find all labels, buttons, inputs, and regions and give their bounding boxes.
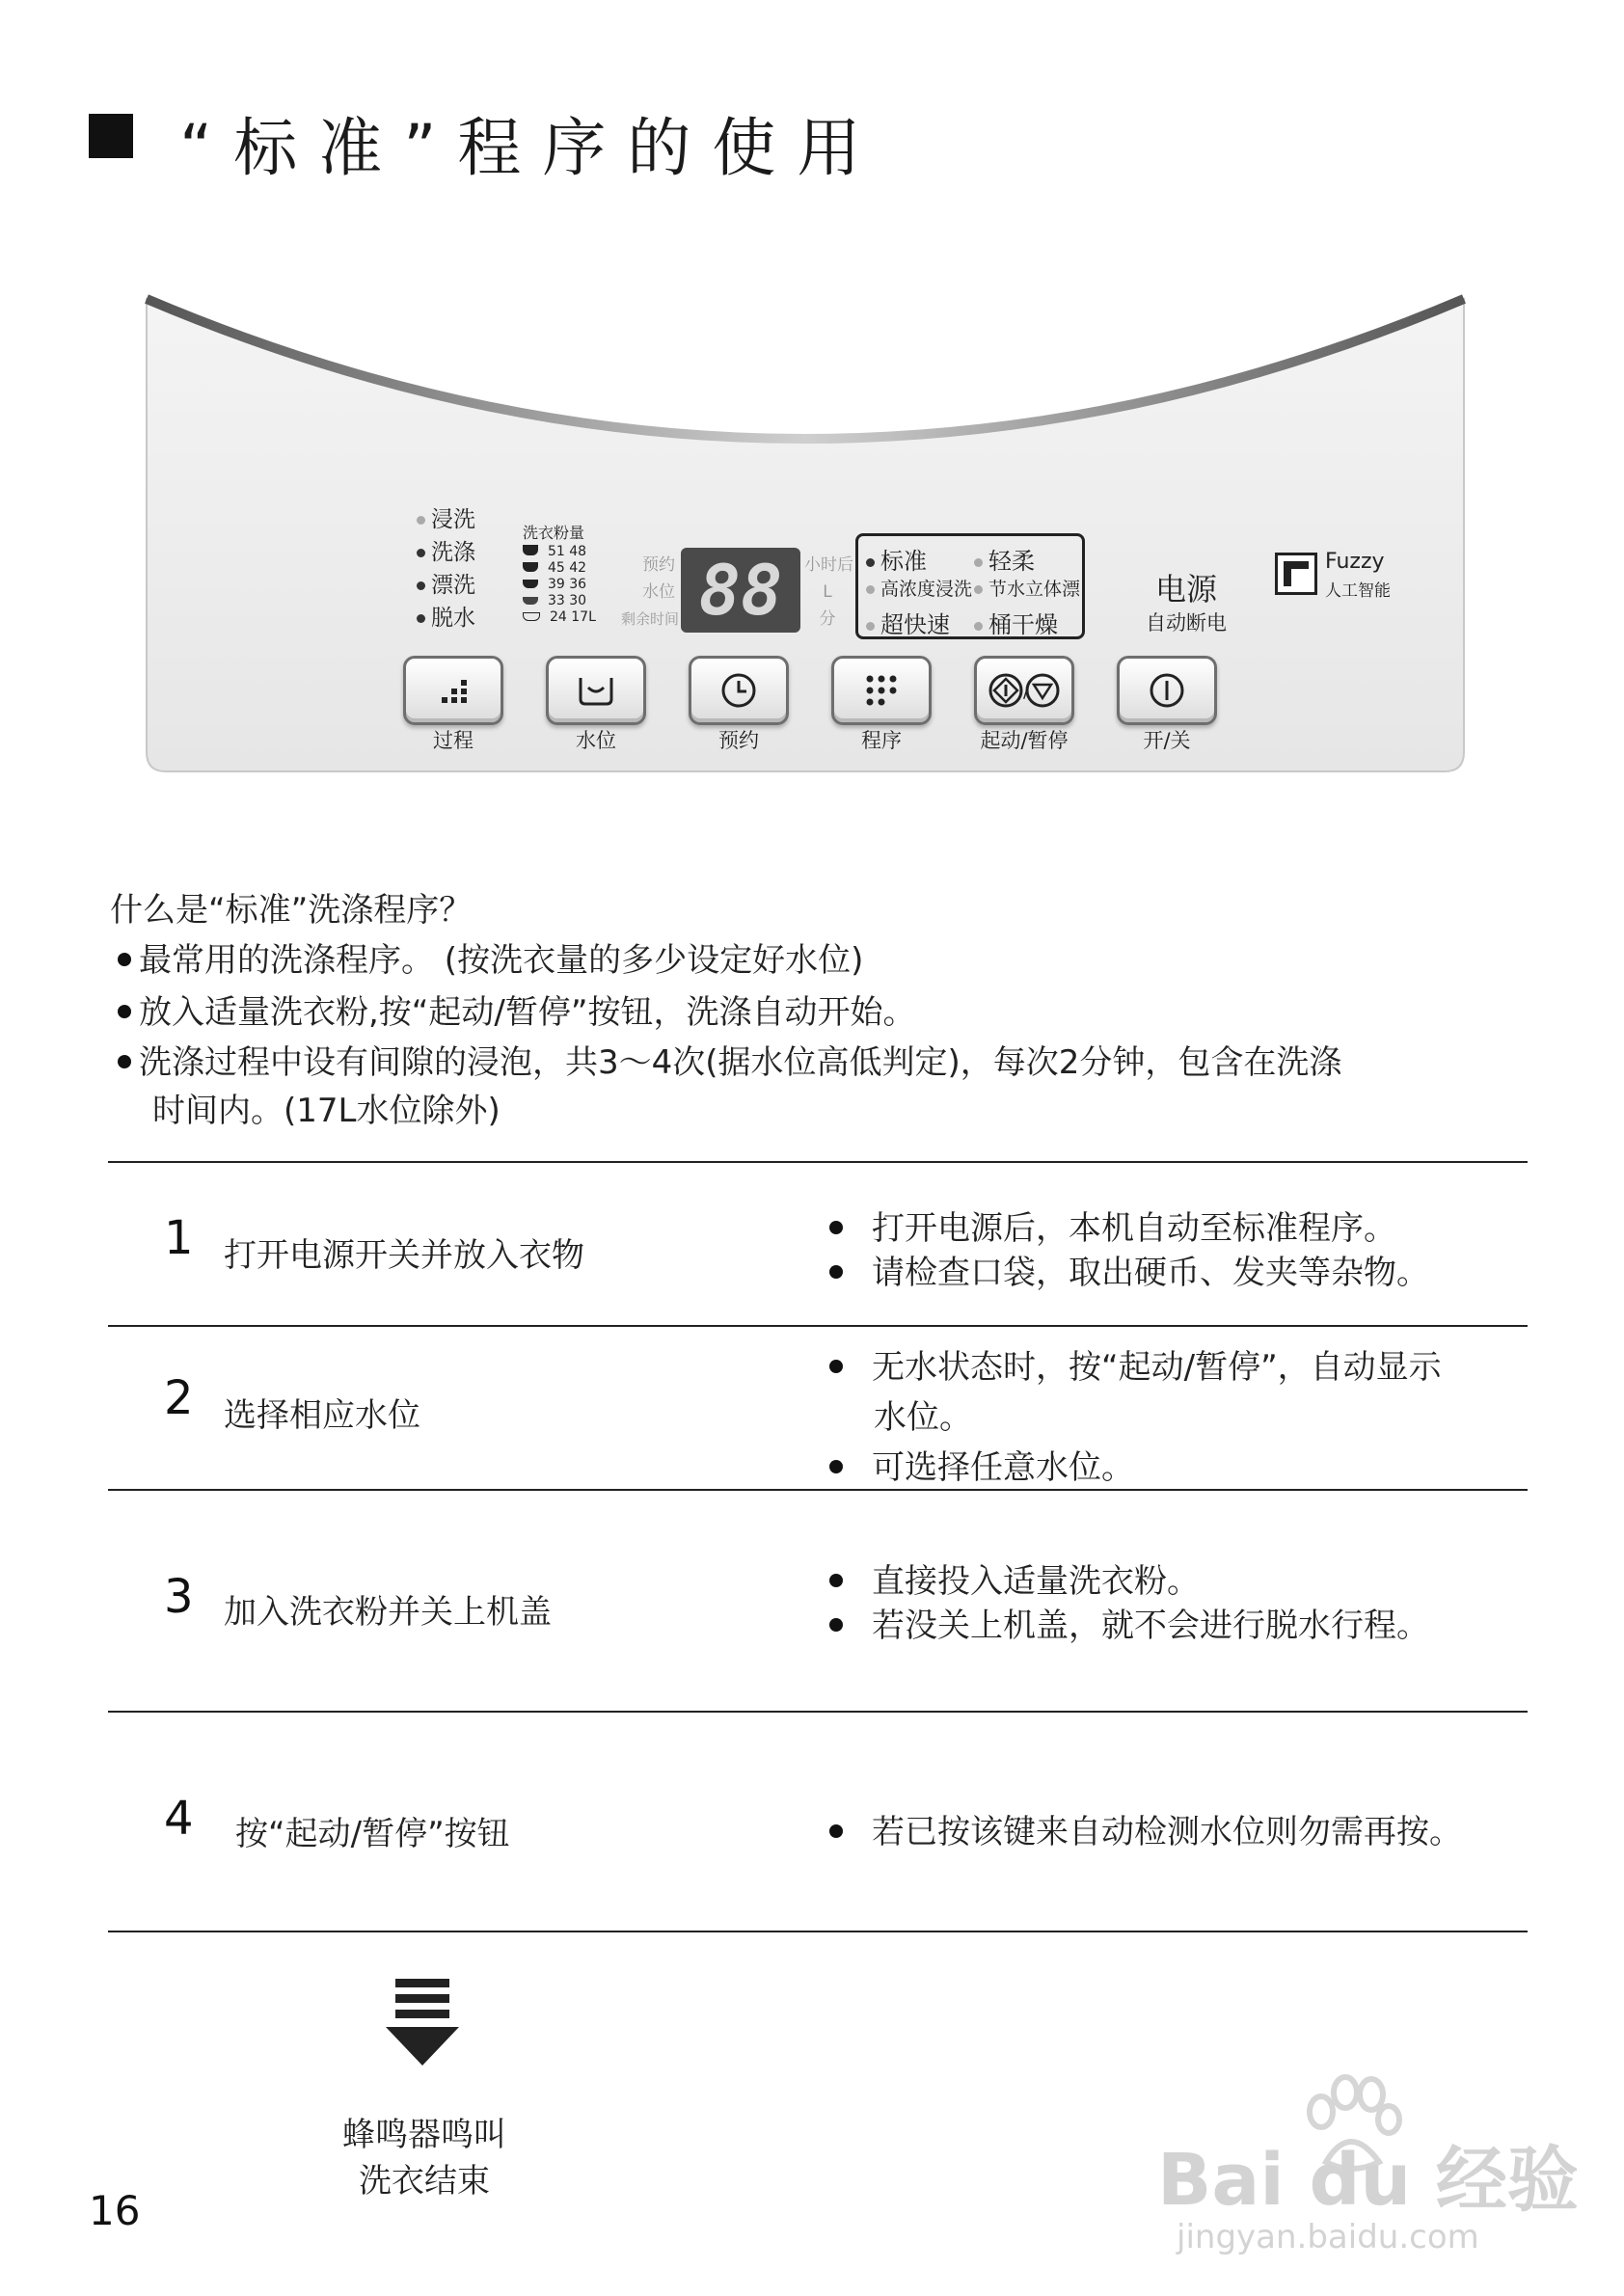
cup-icon [523,545,538,555]
table-rule [108,1325,1528,1327]
fuzzy-title: Fuzzy [1325,550,1385,574]
step-text: 打开电源开关并放入衣物 [224,1236,584,1275]
process-item: 漂洗 [417,569,475,602]
watermark-url: jingyan.baidu.com [1177,2218,1479,2256]
program-item: 标准 [866,542,927,576]
end-text-line-1: 蜂鸣器鸣叫 [342,2116,506,2154]
table-rule [108,1489,1528,1491]
control-panel-illustration [145,289,1466,775]
detergent-table: 51 48 45 42 39 36 33 30 24 17L [523,544,596,626]
table-rule [108,1161,1528,1163]
step-text: 按“起动/暂停”按钮 [235,1815,510,1853]
table-rule [108,1931,1528,1932]
intro-bullet-1: 最常用的洗涤程序。 (按洗衣量的多少设定好水位) [118,933,863,981]
step-note: 直接投入适量洗衣粉。 [829,1554,1200,1602]
step-note: 若已按该键来自动检测水位则勿需再按。 [829,1805,1462,1852]
program-button-label: 程序 [861,729,902,752]
step-text: 加入洗衣粉并关上机盖 [224,1593,552,1632]
step-text: 选择相应水位 [224,1396,420,1435]
intro-bullet-3: 洗涤过程中设有间隙的浸泡，共3～4次(据水位高低判定)，每次2分钟，包含在洗涤 [118,1036,1341,1083]
power-button[interactable] [1117,656,1217,725]
step-note-cont: 水位。 [874,1398,972,1437]
step-note: 打开电源后，本机自动至标准程序。 [829,1202,1396,1249]
intro-question: 什么是“标准”洗涤程序？ [110,891,473,930]
water-level-button[interactable] [546,656,646,725]
program-button[interactable] [831,656,932,725]
step-note: 若没关上机盖，就不会进行脱水行程。 [829,1599,1429,1646]
down-arrow-icon [382,1975,463,2071]
page-title: “标准”程序的使用 [179,111,882,185]
display-digits: 88 [698,550,783,631]
process-item: 脱水 [417,602,475,635]
power-subtitle: 自动断电 [1146,611,1227,635]
fuzzy-logo-icon [1275,553,1317,595]
program-item: 高浓度浸洗 [866,575,972,601]
start-pause-button[interactable] [974,656,1074,725]
program-item: 轻柔 [974,542,1035,576]
water-level-icon [575,674,617,707]
display-right-labels: 小时后 L 分 [804,555,853,629]
power-icon [1148,671,1186,710]
step-note: 请检查口袋，取出硬币、发夹等杂物。 [829,1246,1429,1293]
process-indicator-list [417,503,475,635]
panel-background [145,289,1466,775]
power-button-label: 开/关 [1143,729,1191,752]
step-number: 3 [164,1570,194,1624]
power-title: 电源 [1154,571,1217,608]
process-button-label: 过程 [433,729,474,752]
display-left-labels: 预约 水位 剩余时间 [621,555,680,628]
step-number: 1 [164,1211,194,1265]
process-item: 洗涤 [417,536,475,569]
title-bullet-square [89,114,133,158]
step-note: 可选择任意水位。 [829,1441,1134,1488]
intro-bullet-3-cont: 时间内。(17L水位除外) [152,1092,501,1130]
clock-icon [719,671,758,710]
detergent-title: 洗衣粉量 [523,524,585,542]
program-selector-box [855,533,1085,639]
cup-icon [523,562,538,572]
cup-icon [523,580,538,588]
cup-icon [523,597,538,605]
program-item: 节水立体漂 [974,575,1080,601]
start-pause-button-label: 起动/暂停 [980,729,1069,752]
timer-button-label: 预约 [718,729,759,752]
process-dots-icon [432,676,474,705]
table-rule [108,1711,1528,1713]
timer-button[interactable] [689,656,789,725]
digital-display [681,548,800,633]
page-number: 16 [89,2187,141,2234]
start-pause-icon [988,671,1061,710]
program-grid-icon [862,671,901,710]
process-button[interactable] [403,656,503,725]
cup-icon [523,612,540,621]
water-level-button-label: 水位 [576,729,616,752]
program-item: 桶干燥 [974,606,1058,639]
process-item: 浸洗 [417,503,475,536]
program-item: 超快速 [866,606,950,639]
step-number: 4 [164,1792,194,1846]
intro-bullet-2: 放入适量洗衣粉,按“起动/暂停”按钮，洗涤自动开始。 [118,986,916,1033]
step-number: 2 [164,1371,194,1425]
end-text-line-2: 洗衣结束 [359,2162,490,2201]
fuzzy-subtitle: 人工智能 [1325,581,1391,601]
svg-text:/: / [1023,682,1030,702]
step-note: 无水状态时，按“起动/暂停”，自动显示 [829,1340,1442,1388]
watermark-brand: Bai du 经验 [1157,2139,1579,2222]
